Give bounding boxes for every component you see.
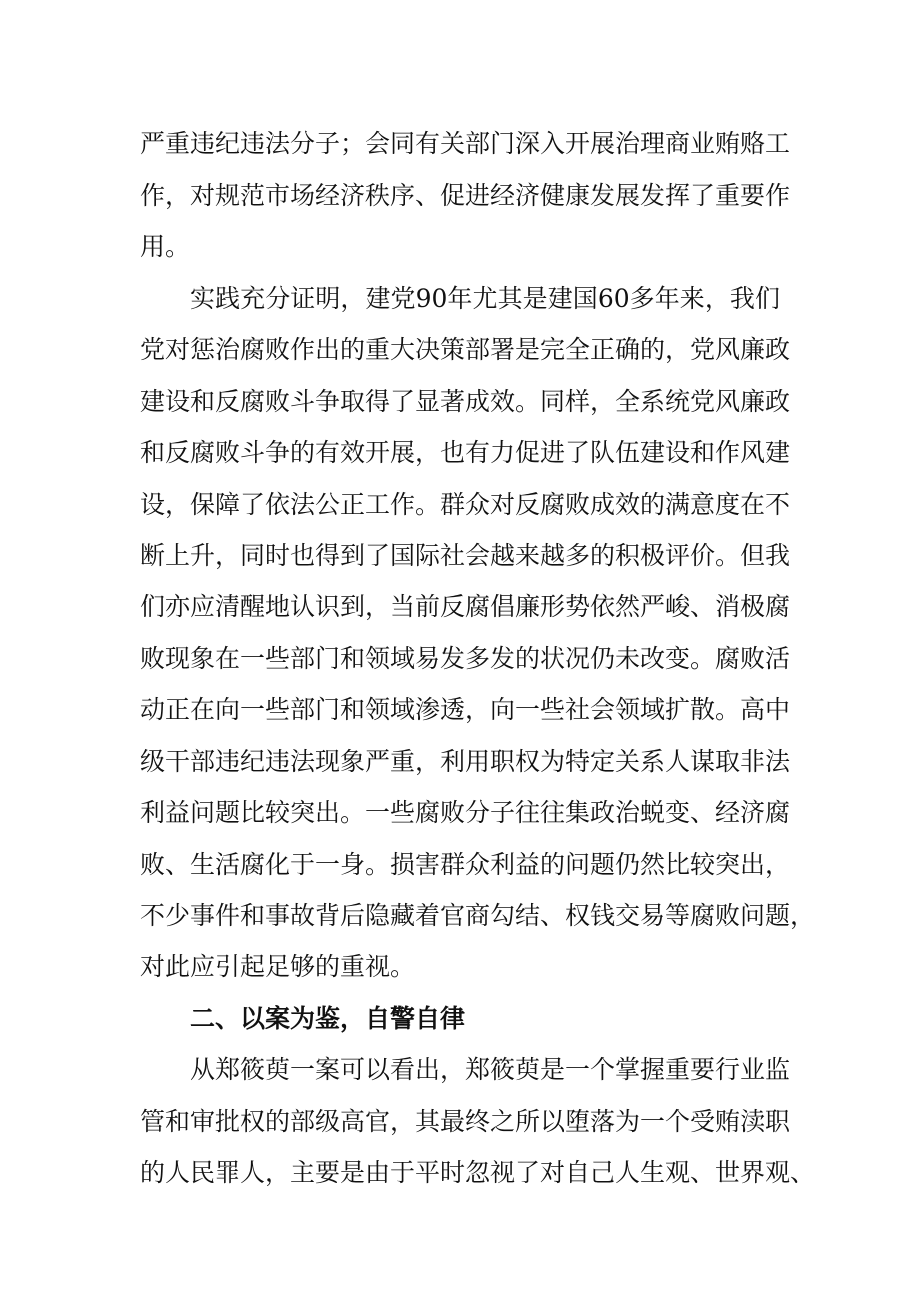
- text-line: 动正在向一些部门和领域渗透，向一些社会领域扩散。高中: [140, 695, 791, 724]
- text-line: 断上升，同时也得到了国际社会越来越多的积极评价。但我: [140, 541, 791, 570]
- text-line: 设，保障了依法公正工作。群众对反腐败成效的满意度在不: [140, 490, 791, 519]
- text-line: 和反腐败斗争的有效开展，也有力促进了队伍建设和作风建: [140, 438, 791, 467]
- text-line: 作，对规范市场经济秩序、促进经济健康发展发挥了重要作: [140, 181, 791, 210]
- section-heading: 二、以案为鉴，自警自律: [190, 1004, 466, 1033]
- text-line: 用。: [140, 232, 191, 261]
- paragraph-start-line: 实践充分证明，建党90年尤其是建国60多年来，我们: [190, 284, 780, 313]
- text-line: 利益问题比较突出。一些腐败分子往往集政治蜕变、经济腐: [140, 798, 791, 827]
- paragraph-start-line: 从郑筱萸一案可以看出，郑筱萸是一个掌握重要行业监: [190, 1055, 791, 1084]
- text-line: 建设和反腐败斗争取得了显著成效。同样，全系统党风廉政: [140, 387, 791, 416]
- text-line: 对此应引起足够的重视。: [140, 952, 416, 981]
- text-line: 败、生活腐化于一身。损害群众利益的问题仍然比较突出，: [140, 850, 791, 879]
- text-line: 管和审批权的部级高官，其最终之所以堕落为一个受贿渎职: [140, 1107, 791, 1136]
- text-line: 严重违纪违法分子；会同有关部门深入开展治理商业贿赂工: [140, 129, 791, 158]
- text-line: 败现象在一些部门和领域易发多发的状况仍未改变。腐败活: [140, 644, 791, 673]
- text-line: 们亦应清醒地认识到，当前反腐倡廉形势依然严峻、消极腐: [140, 592, 791, 621]
- text-line: 不少事件和事故背后隐藏着官商勾结、权钱交易等腐败问题，: [140, 901, 816, 930]
- text-line: 级干部违纪违法现象严重，利用职权为特定关系人谋取非法: [140, 747, 791, 776]
- text-line: 的人民罪人，主要是由于平时忽视了对自己人生观、世界观、: [140, 1158, 816, 1187]
- text-line: 党对惩治腐败作出的重大决策部署是完全正确的，党风廉政: [140, 335, 791, 364]
